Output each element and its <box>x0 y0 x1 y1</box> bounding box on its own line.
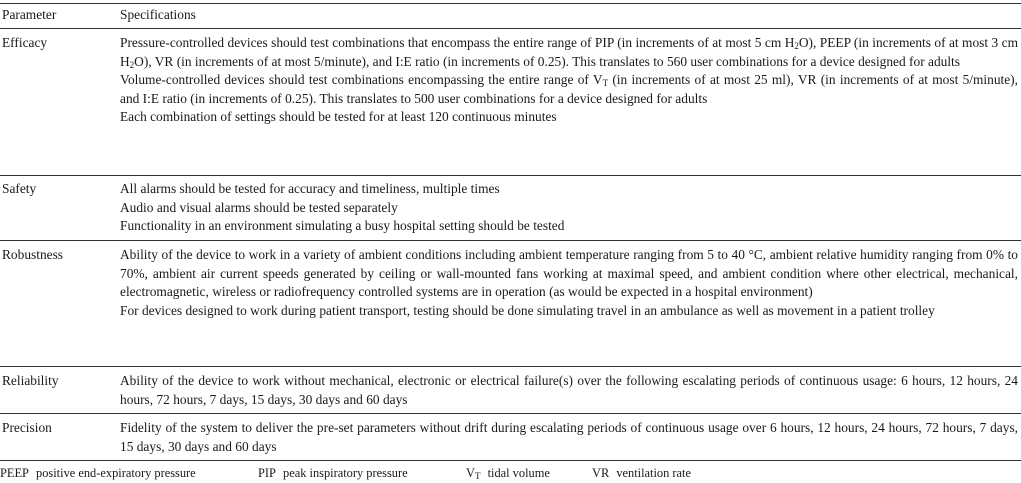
param-cell: Precision <box>2 420 52 435</box>
spec-cell <box>120 419 1018 456</box>
row-divider <box>0 175 1021 176</box>
spec-line: Volume-controlled devices should test combinations encompassing the entire range of $V_T$ (in increments of at most 25 ml), VR (in increments of at most 5/minute), and I:E ratio (in increments of 0.25). This translates to 500 user combinations for a device designed for adults <box>120 72 1018 106</box>
row-divider <box>0 413 1021 414</box>
table-bottom-rule <box>0 460 1021 461</box>
footnote-vr <box>592 464 691 483</box>
spec-line: Ability of the device to work without mechanical, electronic or electrical failure(s) over the following escalating periods of continuous usage: 6 hours, 12 hours, 24 hours, 72 hours, 7 days, 15 days, 30 days and 60 days <box>120 373 1018 407</box>
header-specifications: Specifications <box>120 7 196 22</box>
spec-line: All alarms should be tested for accuracy and timeliness, multiple times <box>120 181 500 196</box>
footnote-vt <box>466 464 550 483</box>
spec-cell <box>120 372 1018 409</box>
table-header-rule <box>0 28 1021 29</box>
header-parameter: Parameter <box>2 7 57 22</box>
spec-line: Fidelity of the system to deliver the pre-set parameters without drift during escalating periods of continuous usage over 6 hours, 12 hours, 24 hours, 72 hours, 7 days, 15 days, 30 days and 60 days <box>120 420 1018 454</box>
footnote-abbr: PEEP <box>0 466 29 480</box>
param-cell: Reliability <box>2 373 59 388</box>
footnote-abbr: VR <box>592 466 610 480</box>
footnote-definition: positive end-expiratory pressure <box>36 466 196 480</box>
spec-line: Each combination of settings should be tested for at least 120 continuous minutes <box>120 109 557 124</box>
param-cell: Robustness <box>2 247 64 262</box>
spec-cell <box>120 246 1018 320</box>
footnote-definition: peak inspiratory pressure <box>283 466 408 480</box>
table-top-rule <box>0 3 1021 4</box>
spec-line: Audio and visual alarms should be tested separately <box>120 199 398 215</box>
spec-line: Functionality in an environment simulating a busy hospital setting should be tested <box>120 218 565 233</box>
spec-line: Ability of the device to work in a variety of ambient conditions including ambient temperature ranging from 5 to 40 °C, ambient relative humidity ranging from 0% to 70%, ambient air current speeds generated by ceiling or wall-mounted fans working at maximal speed, and ambient condition where other electrical, mechanical, electromagnetic, wireless or radiofrequency controlled systems are in operation (as would be expected in a hospital environment) <box>120 247 1018 299</box>
footnote-definition: tidal volume <box>487 466 550 480</box>
table-header-row <box>0 6 1021 26</box>
row-divider <box>0 366 1021 367</box>
footnote-peep <box>0 464 196 483</box>
spec-cell <box>120 34 1018 127</box>
footnote-pip <box>258 464 408 483</box>
spec-cell <box>120 180 1018 236</box>
footnote-abbr: $V_T$ <box>466 466 481 481</box>
footnote-definition: ventilation rate <box>616 466 691 480</box>
row-divider <box>0 240 1021 241</box>
spec-line: Pressure-controlled devices should test combinations that encompass the entire range of PIP (in increments of at most 5 cm $H_2O$), PEEP (in increments of at most 3 cm $H_2O$), VR (in increments of at most 5/minute), and I:E ratio (in increments of 0.25). This translates to 560 user combinations for a device designed for adults <box>120 35 1018 70</box>
footnote-abbr: PIP <box>258 466 276 480</box>
spec-line: For devices designed to work during patient transport, testing should be done simulating travel in an ambulance as well as movement in a patient trolley <box>120 302 935 318</box>
param-cell: Safety <box>2 181 37 196</box>
param-cell: Efficacy <box>2 35 48 50</box>
